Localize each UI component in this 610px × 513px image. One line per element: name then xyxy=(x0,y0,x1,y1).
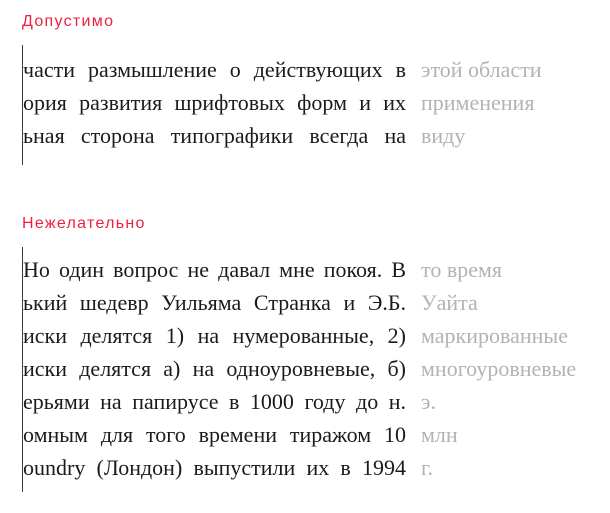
text-line xyxy=(23,385,576,418)
carried-word: применения xyxy=(421,90,535,115)
text-line xyxy=(23,86,542,119)
line-ending-text: омным для того времени тиражом 10 xyxy=(23,422,406,447)
carried-word: г. xyxy=(421,455,434,480)
section-heading-acceptable: Допустимо xyxy=(22,13,115,30)
section-heading-undesirable: Нежелательно xyxy=(22,215,146,232)
text-line xyxy=(23,253,576,286)
carried-word: э. xyxy=(421,389,436,414)
text-line xyxy=(23,418,576,451)
undesirable-example-block xyxy=(22,247,576,492)
line-ending-text: ерьями на папирусе в 1000 году до н. xyxy=(23,389,406,414)
acceptable-example-block xyxy=(22,45,542,165)
text-line xyxy=(23,352,576,385)
carried-word: Уайта xyxy=(421,290,478,315)
line-ending-text: ория развития шрифтовых форм и их xyxy=(23,90,406,115)
text-line xyxy=(23,53,542,86)
line-ending-text: иски делятся а) на одноуровневые, б) xyxy=(23,356,406,381)
line-ending-text: иски делятся 1) на нумерованные, 2) xyxy=(23,323,406,348)
text-line xyxy=(23,286,576,319)
text-line xyxy=(23,451,576,484)
carried-word: млн xyxy=(421,422,458,447)
line-ending-text: ьная сторона типографики всегда на xyxy=(23,123,406,148)
line-ending-text: части размышление о действующих в xyxy=(23,57,406,82)
line-ending-text: oundry (Лондон) выпустили их в 1994 xyxy=(23,455,406,480)
text-line xyxy=(23,319,576,352)
carried-word: маркированные xyxy=(421,323,568,348)
carried-word: этой области xyxy=(421,57,542,82)
line-ending-text: ький шедевр Уильяма Странка и Э.Б. xyxy=(23,290,406,315)
carried-word: виду xyxy=(421,123,466,148)
carried-word: многоуровневые xyxy=(421,356,577,381)
line-ending-text: Но один вопрос не давал мне покоя. В xyxy=(23,257,406,282)
text-line xyxy=(23,119,542,152)
carried-word: то время xyxy=(421,257,503,282)
